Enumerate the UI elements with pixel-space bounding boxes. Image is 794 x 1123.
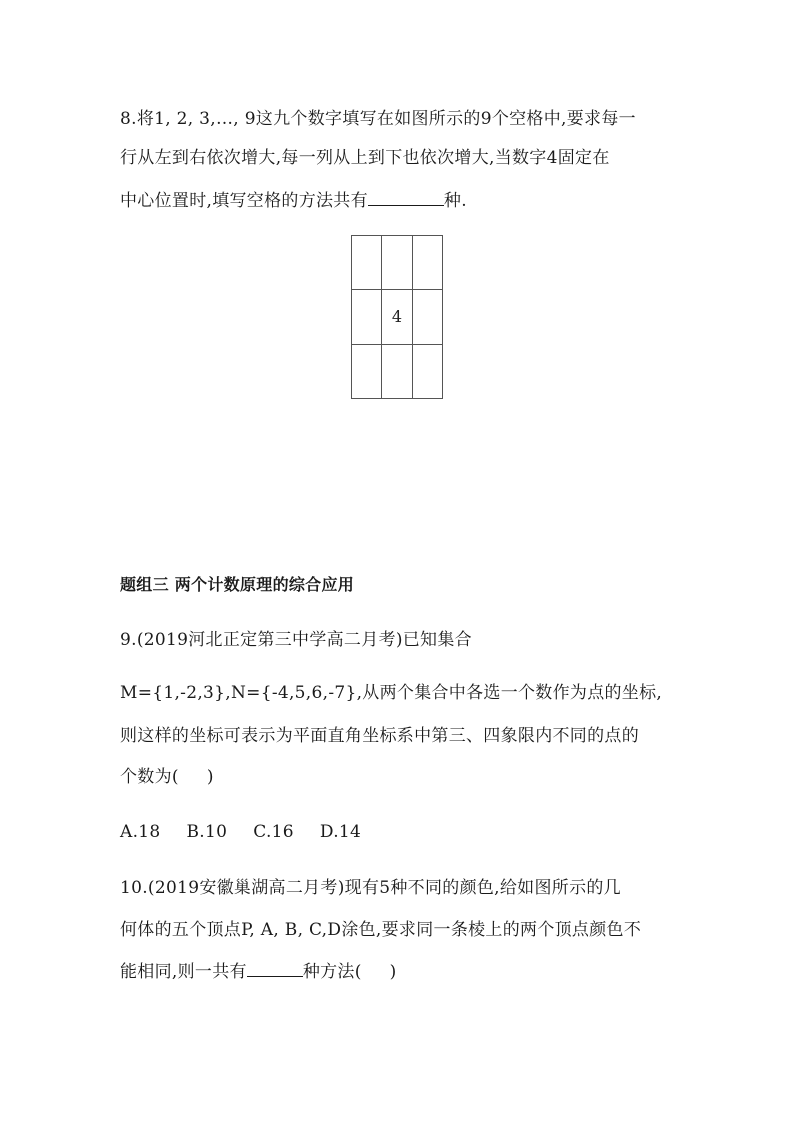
answer-blank [247,960,303,977]
number-grid [351,235,443,399]
grid-cell [382,236,413,290]
problem-10-line-2: 何体的五个顶点P, A, B, C,D涂色,要求同一条棱上的两个顶点颜色不 [120,920,642,940]
grid-row [352,236,443,290]
problem-8-line-3-end: 种. [443,191,467,211]
grid-cell [352,344,382,398]
choice-d: D.14 [319,822,362,842]
problem-9-line-3: 则这样的坐标可表示为平面直角坐标系中第三、四象限内不同的点的 [120,726,639,746]
problem-9-line-4 [120,766,214,788]
problem-8-line-3-text: 中心位置时,填写空格的方法共有 [120,191,368,211]
grid-cell [352,236,382,290]
grid-cell [412,290,442,344]
grid-cell [412,236,442,290]
problem-8-line-3 [120,189,467,212]
problem-9-line-4-text: 个数为( [120,767,179,787]
grid-cell [382,344,413,398]
problem-8-line-2: 行从左到右依次增大,每一列从上到下也依次增大,当数字4固定在 [120,148,610,168]
problem-10-line-3-close: ) [389,962,397,982]
problem-10-line-3 [120,960,397,983]
problem-9-choices [120,821,387,843]
problem-10-line-3-mid: 种方法( [302,962,362,982]
answer-blank [368,189,444,206]
problem-10-line-3-text: 能相同,则一共有 [120,962,247,982]
problem-10-line-1: 10.(2019安徽巢湖高二月考)现有5种不同的颜色,给如图所示的几 [120,878,621,898]
choice-a: A.18 [120,822,161,842]
problem-9-line-1: 9.(2019河北正定第三中学高二月考)已知集合 [120,630,472,650]
grid-cell-center: 4 [382,290,413,344]
choice-b: B.10 [186,822,228,842]
grid-row [352,344,443,398]
section-heading: 题组三 两个计数原理的综合应用 [120,575,355,594]
problem-9-line-4-close: ) [206,767,214,787]
problem-8-line-1: 8.将1, 2, 3,…, 9这九个数字填写在如图所示的9个空格中,要求每一 [120,109,636,129]
grid-row [352,290,443,344]
choice-c: C.16 [253,822,294,842]
grid-cell [352,290,382,344]
problem-9-line-2: M={1,-2,3},N={-4,5,6,-7},从两个集合中各选一个数作为点的坐标, [120,683,663,703]
grid-cell [412,344,442,398]
